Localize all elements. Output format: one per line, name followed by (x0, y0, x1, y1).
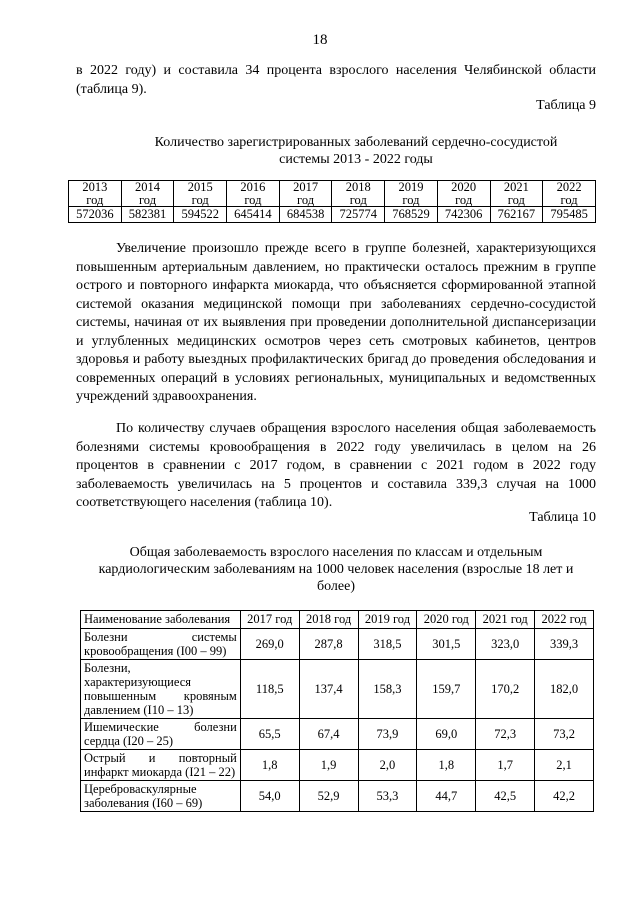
value-cell: 1,9 (299, 750, 358, 781)
table9-value-cell: 645414 (227, 207, 280, 223)
table9-year-cell: 2022 год (543, 181, 596, 207)
intro-paragraph: в 2022 году) и составила 34 процента взрослого населения Челябинской области (таблица 9). (76, 63, 596, 97)
value-cell: 323,0 (476, 629, 535, 660)
value-cell: 182,0 (535, 660, 594, 719)
table-row (81, 719, 594, 750)
table10-header-cell: 2022 год (535, 611, 594, 629)
paragraph-appeals: По количеству случаев обращения взрослого населения общая заболеваемость болезнями системы кровообращения в 2022 году увеличилась в целом на 26 процентов в сравнении с 2017 годом, в сравнении с 2021 годом в 2022 году заболеваемость увеличилась на 5 процентов и составила 339,3 случая на 1000 соответствующего населения (таблица 10). (76, 421, 596, 510)
value-cell: 1,7 (476, 750, 535, 781)
table9-value-cell: 762167 (490, 207, 543, 223)
table10-header-cell: 2017 год (240, 611, 299, 629)
value-cell: 2,0 (358, 750, 417, 781)
value-cell: 69,0 (417, 719, 476, 750)
table-row (81, 660, 594, 719)
table10-caption-line3: более) (316, 579, 355, 594)
table9-year-cell: 2014 год (121, 181, 174, 207)
value-cell: 53,3 (358, 781, 417, 812)
table10-caption-line2: кардиологическим заболеваниям на 1000 человек населения (взрослые 18 лет и (98, 562, 574, 577)
table10-caption-line1: Общая заболеваемость взрослого населения по классам и отдельным (129, 545, 543, 560)
value-cell: 42,2 (535, 781, 594, 812)
table9-year-cell: 2013 год (69, 181, 122, 207)
value-cell: 73,2 (535, 719, 594, 750)
value-cell: 137,4 (299, 660, 358, 719)
paragraph-increase: Увеличение произошло прежде всего в группе болезней, характеризующихся повышенным артериальным давлением, но практически осталось прежним в группе острого и повторного инфаркта миокарда, что объясняется сформированной этапной системой оказания медицинской помощи при заболеваниях сердечно-сосудистой системы, начиная от их выявления при проведении дополнительной диспансеризации и углубленных медицинских осмотров через сеть смотровых кабинетов, центров здоровья и работу выездных профилактических бригад до проведения обследования и современных операций в условиях региональных, муниципальных и ведомственных учреждений здравоохранения. (76, 241, 596, 404)
value-cell: 318,5 (358, 629, 417, 660)
table9-header-row (69, 181, 596, 207)
table10-header-cell: Наименование заболевания (81, 611, 241, 629)
disease-name-cell: Острый и повторный инфаркт миокарда (I21 – 22) (81, 750, 241, 781)
disease-name-cell: Ишемические болезни сердца (I20 – 25) (81, 719, 241, 750)
disease-name-cell: Цереброваскулярные заболевания (I60 – 69) (81, 781, 241, 812)
value-cell: 44,7 (417, 781, 476, 812)
table9-year-cell: 2016 год (227, 181, 280, 207)
value-cell: 72,3 (476, 719, 535, 750)
table9-value-cell: 725774 (332, 207, 385, 223)
table9-value-cell: 742306 (437, 207, 490, 223)
value-cell: 42,5 (476, 781, 535, 812)
value-cell: 118,5 (240, 660, 299, 719)
table9-year-cell: 2019 год (385, 181, 438, 207)
value-cell: 159,7 (417, 660, 476, 719)
table9-caption-line1: Количество зарегистрированных заболеваний сердечно-сосудистой (154, 135, 558, 150)
table9-value-cell: 572036 (69, 207, 122, 223)
value-cell: 301,5 (417, 629, 476, 660)
table9-value-cell: 768529 (385, 207, 438, 223)
value-cell: 2,1 (535, 750, 594, 781)
table-row (81, 629, 594, 660)
table9-year-cell: 2021 год (490, 181, 543, 207)
page-number: 18 (312, 32, 328, 48)
table10-header-cell: 2021 год (476, 611, 535, 629)
table9-year-cell: 2018 год (332, 181, 385, 207)
table9-value-cell: 684538 (279, 207, 332, 223)
table-row (81, 781, 594, 812)
table10-header-row (81, 611, 594, 629)
table10-header-cell: 2019 год (358, 611, 417, 629)
disease-name-cell: Болезни системы кровообращения (I00 – 99) (81, 629, 241, 660)
table10 (80, 610, 594, 812)
disease-name-cell: Болезни, характеризующиеся повышенным кровяным давлением (I10 – 13) (81, 660, 241, 719)
table-row (81, 750, 594, 781)
value-cell: 1,8 (240, 750, 299, 781)
value-cell: 52,9 (299, 781, 358, 812)
table9-value-cell: 795485 (543, 207, 596, 223)
table9-values-row (69, 207, 596, 223)
value-cell: 65,5 (240, 719, 299, 750)
value-cell: 287,8 (299, 629, 358, 660)
table10-header-cell: 2018 год (299, 611, 358, 629)
value-cell: 170,2 (476, 660, 535, 719)
table9 (68, 180, 596, 223)
value-cell: 67,4 (299, 719, 358, 750)
value-cell: 158,3 (358, 660, 417, 719)
table10-header-cell: 2020 год (417, 611, 476, 629)
table10-label: Таблица 10 (529, 510, 596, 525)
table9-year-cell: 2020 год (437, 181, 490, 207)
value-cell: 1,8 (417, 750, 476, 781)
table9-label: Таблица 9 (536, 98, 596, 113)
value-cell: 54,0 (240, 781, 299, 812)
table9-value-cell: 594522 (174, 207, 227, 223)
table9-year-cell: 2017 год (279, 181, 332, 207)
value-cell: 339,3 (535, 629, 594, 660)
value-cell: 269,0 (240, 629, 299, 660)
table9-year-cell: 2015 год (174, 181, 227, 207)
table9-caption-line2: системы 2013 - 2022 годы (279, 152, 433, 167)
table9-value-cell: 582381 (121, 207, 174, 223)
value-cell: 73,9 (358, 719, 417, 750)
